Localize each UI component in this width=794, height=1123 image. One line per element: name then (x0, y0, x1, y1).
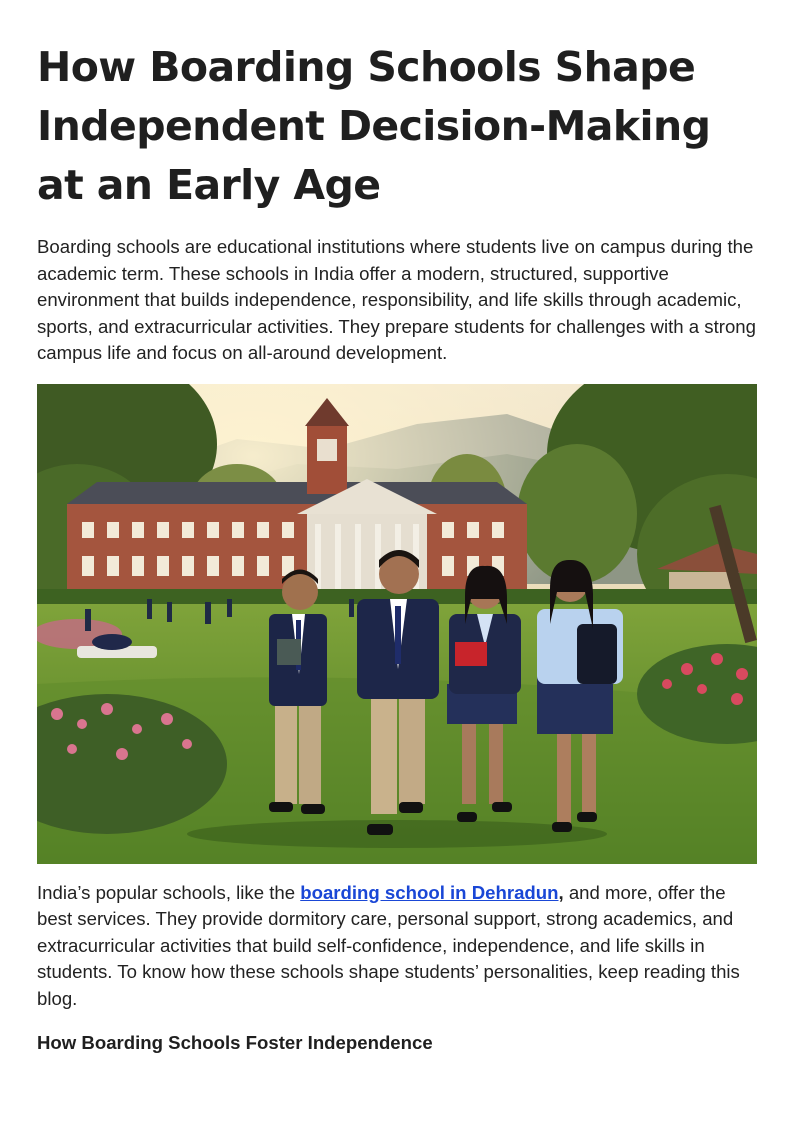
paragraph-text-continued: and more, offer the best services. They provide dormitory care, personal support, strong academics, and extracurricular activities that build self-confidence, independence, and life skills in students. To know how these schools shape students’ personalities, keep reading this blog. (37, 881, 740, 1009)
paragraph-comma: , (558, 881, 564, 903)
intro-paragraph: Boarding schools are educational institutions where students live on campus during the academic term. These schools in India offer a modern, structured, supportive environment that builds independence, responsibility, and life skills through academic, sports, and extracurricular activities. They prepare students for challenges with a strong campus life and focus on all-around development. (37, 236, 756, 363)
section-heading: How Boarding Schools Foster Independence (37, 1032, 433, 1053)
hero-image-students-campus (37, 384, 757, 864)
body-paragraph (37, 880, 757, 1013)
boarding-school-dehradun-link[interactable]: boarding school in Dehradun (300, 881, 559, 903)
paragraph-text: India’s popular schools, like the (37, 881, 301, 903)
article-title: How Boarding Schools Shape Independent Decision-Making at an Early Age (37, 43, 711, 209)
